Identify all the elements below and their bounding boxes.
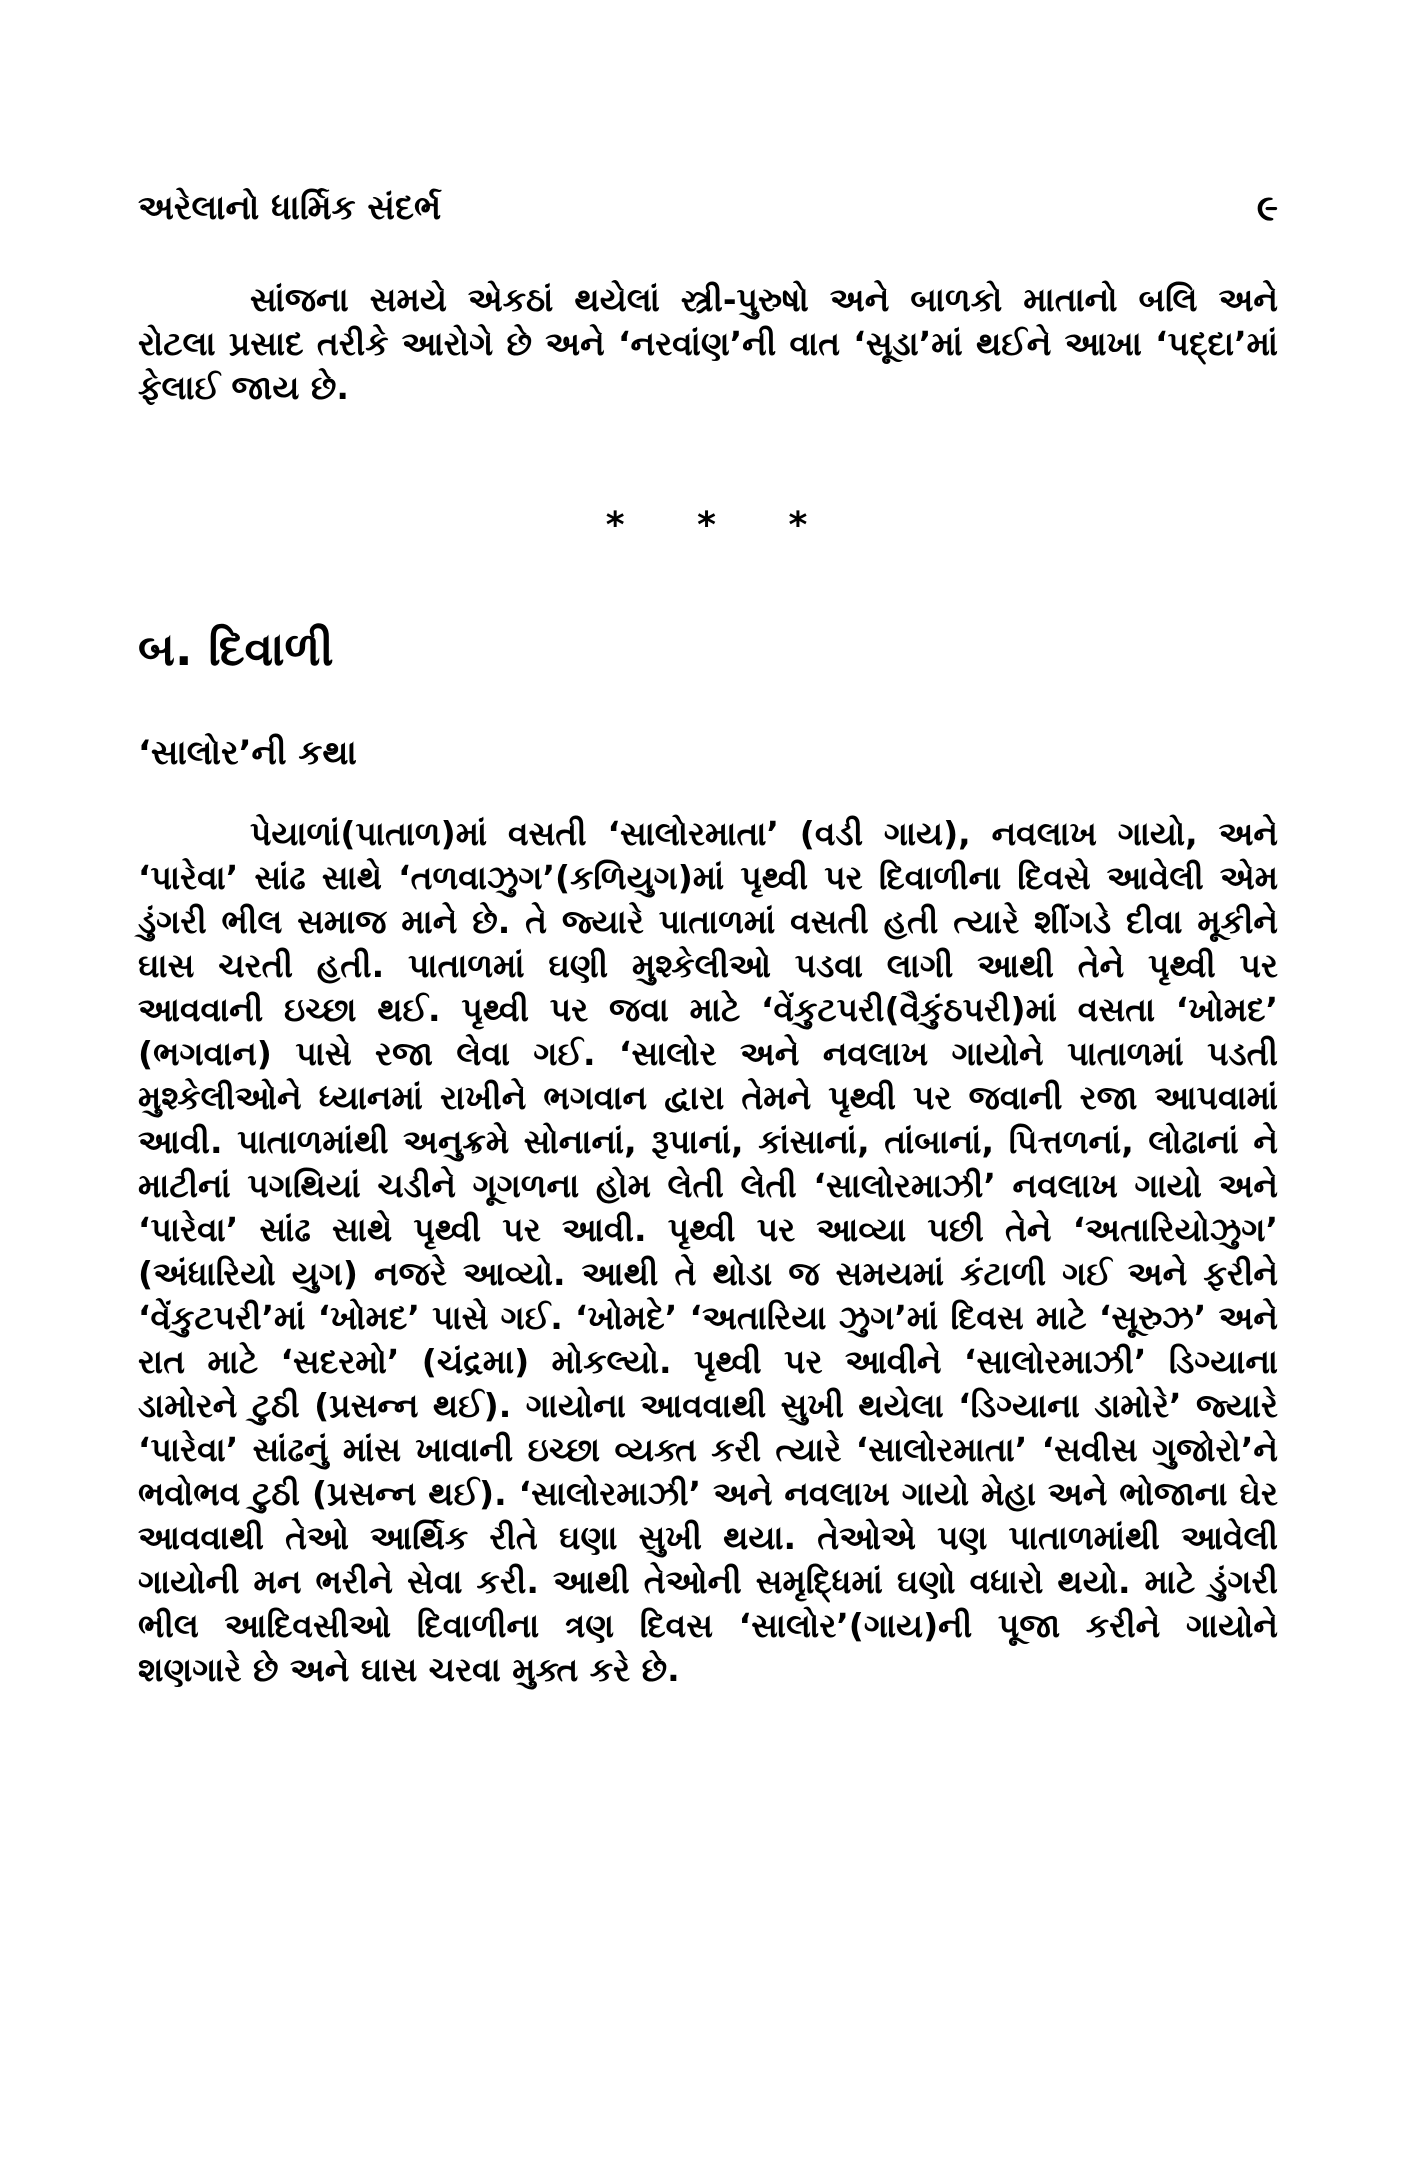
section-heading: બ. દિવાળી — [138, 622, 334, 676]
section-separator: * * * — [605, 505, 838, 546]
story-paragraph-text: પેયાળાં(પાતાળ)માં વસતી ‘સાલોરમાતા’ (વડી ગાય), નવલાખ ગાયો, અને ‘પારેવા’ સાંઢ સાથે ‘તળવાઝુગ’(કળિયુગ)માં પૃથ્વી પર દિવાળીના દિવસે આવેલી એમ ડુંગરી ભીલ સમાજ માને છે. તે જ્યારે પાતાળમાં વસતી હતી ત્યારે શીંગડે દીવા મૂકીને ઘાસ ચરતી હતી. પાતાળમાં ઘણી મુશ્કેલીઓ પડવા લાગી આથી તેને પૃથ્વી પર આવવાની ઇચ્છા થઈ. પૃથ્વી પર જવા માટે ‘વેંકુટપરી(વૈકુંઠપરી)માં વસતા ‘ખોમદ’ (ભગવાન) પાસે રજા લેવા ગઈ. ‘સાલોર અને નવલાખ ગાયોને પાતાળમાં પડતી મુશ્કેલીઓને ધ્યાનમાં રાખીને ભગવાન દ્વારા તેમને પૃથ્વી પર જવાની રજા આપવામાં આવી. પાતાળમાંથી અનુક્રમે સોનાનાં, રૂપાનાં, કાંસાનાં, તાંબાનાં, પિત્તળનાં, લોઢાનાં ને માટીનાં પગથિયાં ચડીને ગૂગળના હોમ લેતી લેતી ‘સાલોરમાઝી’ નવલાખ ગાયો અને ‘પારેવા’ સાંઢ સાથે પૃથ્વી પર આવી. પૃથ્વી પર આવ્યા પછી તેને ‘અતારિયોઝુગ’ (અંધારિયો યુગ) નજરે આવ્યો. આથી તે થોડા જ સમયમાં કંટાળી ગઈ અને ફરીને ‘વેંકુટપરી’માં ‘ખોમદ’ પાસે ગઈ. ‘ખોમદે’ ‘અતારિયા ઝુગ’માં દિવસ માટે ‘સૂરુઝ’ અને રાત માટે ‘સદરમો’ (ચંદ્રમા) મોકલ્યો. પૃથ્વી પર આવીને ‘સાલોરમાઝી’ ડિગ્યાના ડામોરને ટુઠી (પ્રસન્ન થઈ). ગાયોના આવવાથી સુખી થયેલા ‘ડિગ્યાના ડામોરે’ જ્યારે ‘પારેવા’ સાંઢનું માંસ ખાવાની ઇચ્છા વ્યક્ત કરી ત્યારે ‘સાલોરમાતા’ ‘સવીસ ગુજોરો’ને ભવોભવ ટુઠી (પ્રસન્ન થઈ). ‘સાલોરમાઝી’ અને નવલાખ ગાયો મેહા અને ભોજાના ઘેર આવવાથી તેઓ આર્થિક રીતે ઘણા સુખી થયા. તેઓએ પણ પાતાળમાંથી આવેલી ગાયોની મન ભરીને સેવા કરી. આથી તેઓની સમૃદ્ધિમાં ઘણો વધારો થયો. માટે ડુંગરી ભીલ આદિવસીઓ દિવાળીના ત્રણ દિવસ ‘સાલોર’(ગાય)ની પૂજા કરીને ગાયોને શણગારે છે અને ઘાસ ચરવા મુક્ત કરે છે. — [138, 814, 1278, 1689]
story-paragraph — [138, 812, 1278, 2047]
story-subheading: ‘સાલોર’ની કથા — [138, 733, 357, 773]
running-header — [138, 188, 1278, 238]
running-title: અરેલાનો ધાર્મિક સંદર્ભ — [138, 188, 442, 228]
intro-paragraph — [138, 278, 1278, 428]
page-number: ૯ — [1256, 188, 1278, 229]
intro-paragraph-text: સાંજના સમયે એકઠાં થયેલાં સ્ત્રી-પુરુષો અને બાળકો માતાનો બલિ અને રોટલા પ્રસાદ તરીકે આરોગે છે અને ‘નરવાંણ’ની વાત ‘સૂડા’માં થઈને આખા ‘પદ્દા’માં ફેલાઈ જાય છે. — [138, 280, 1278, 407]
